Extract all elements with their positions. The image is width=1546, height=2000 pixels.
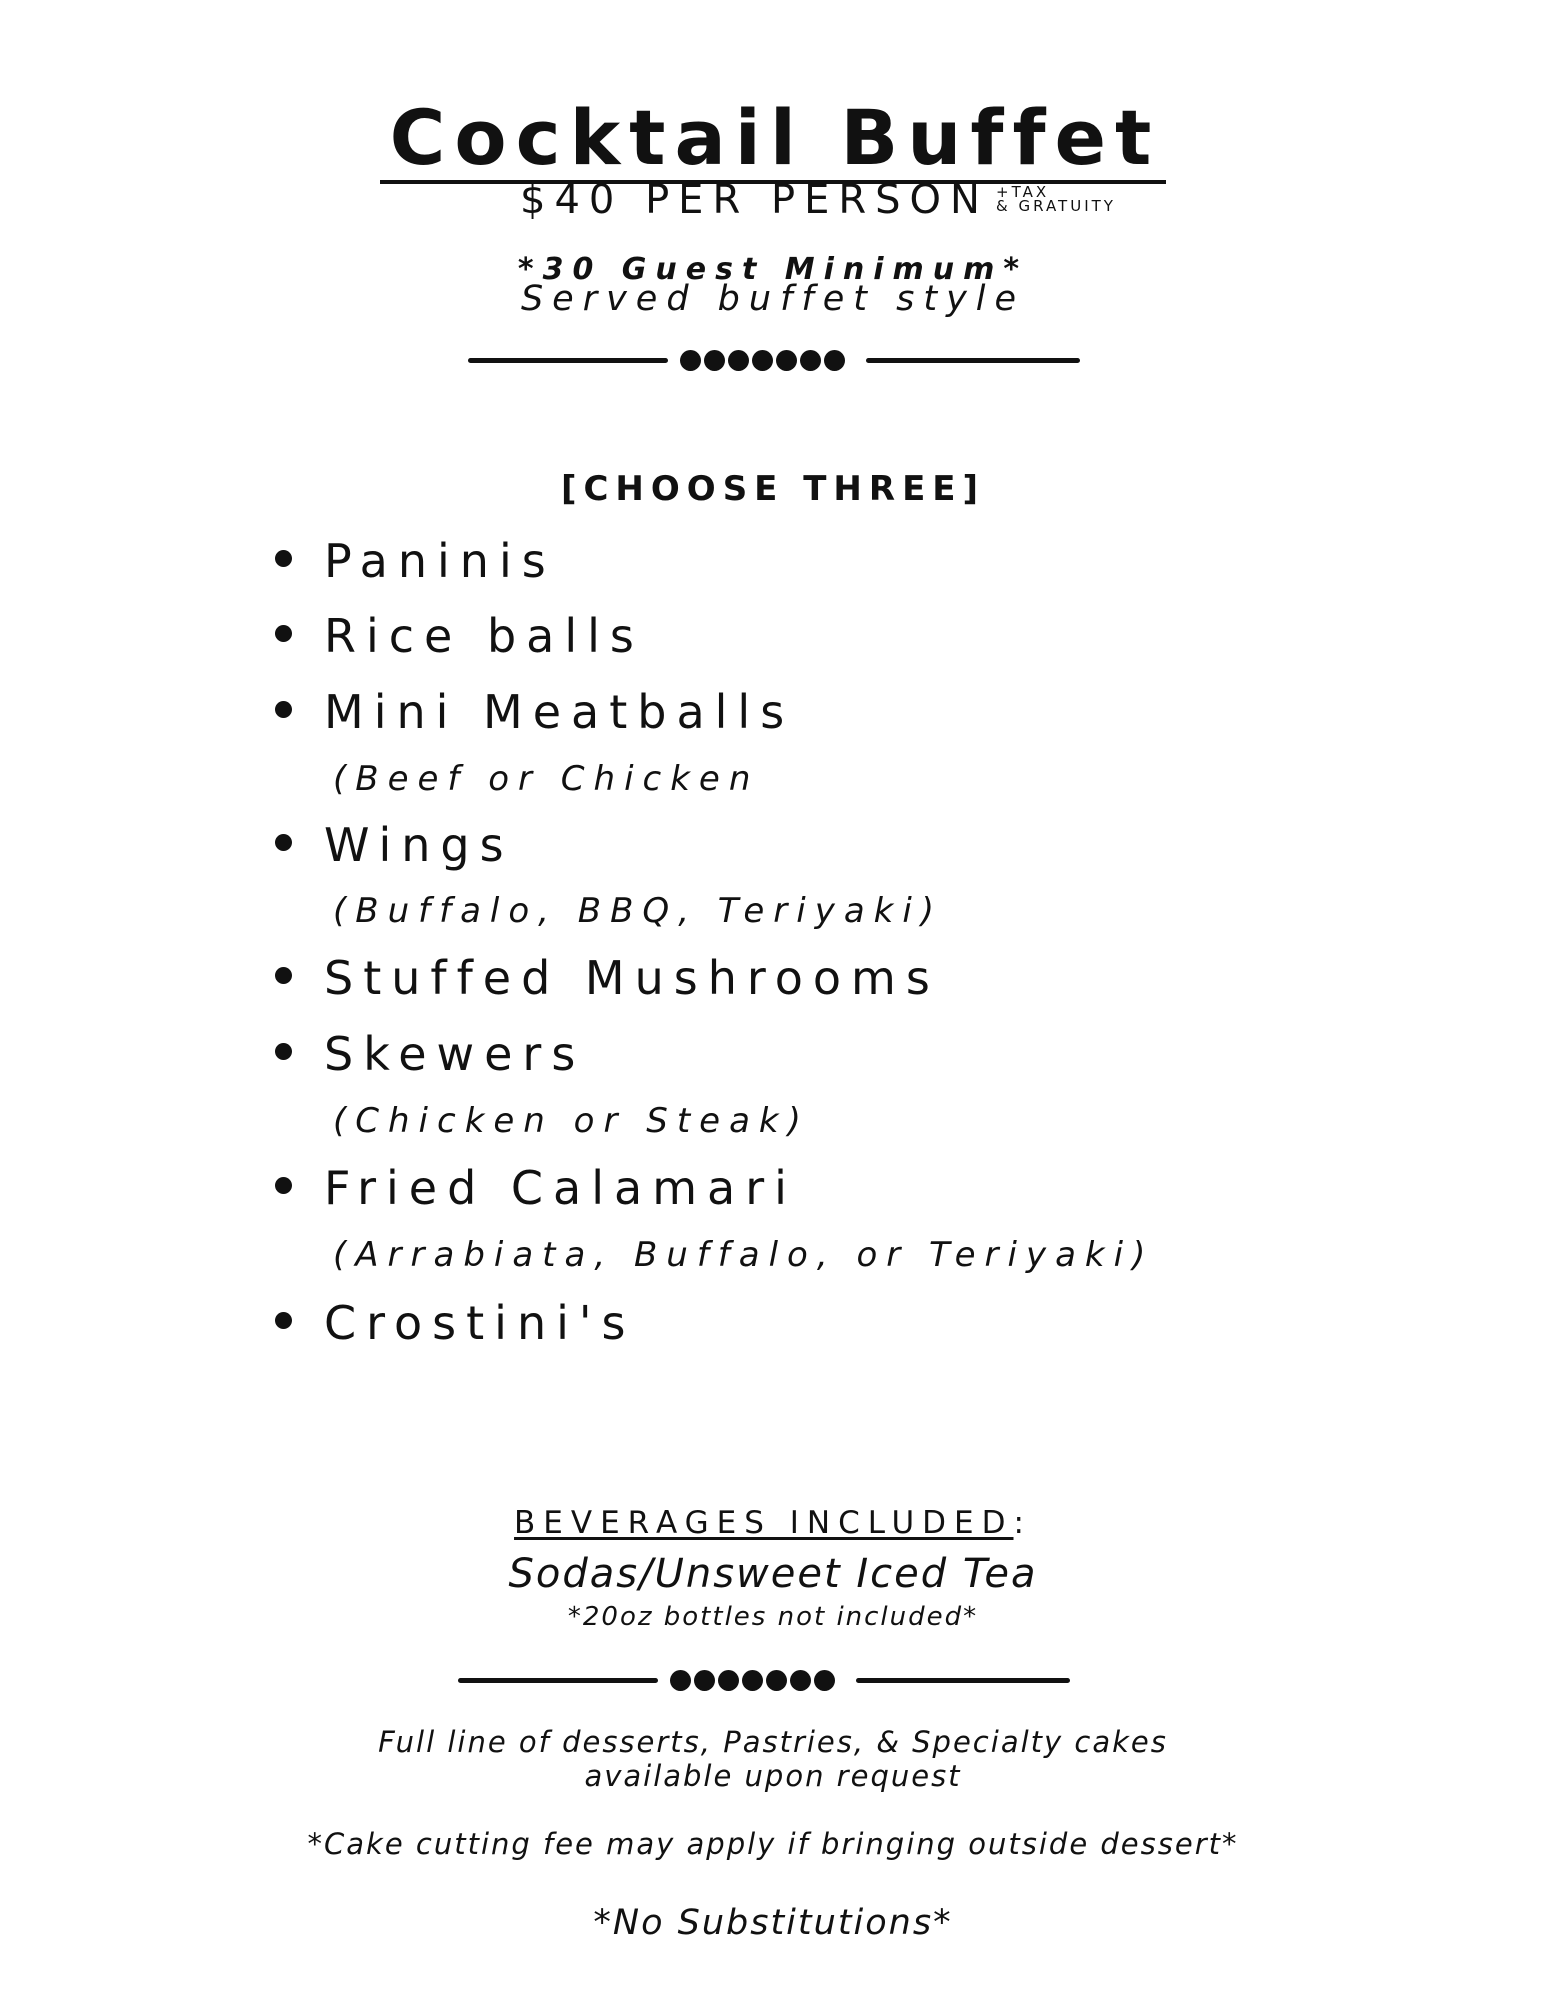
menu-item bbox=[275, 951, 940, 1005]
menu-item bbox=[275, 818, 514, 872]
menu-item-note: (Arrabiata, Buffalo, or Teriyaki) bbox=[333, 1235, 1155, 1275]
menu-item bbox=[275, 685, 795, 739]
menu-item-name: Fried Calamari bbox=[324, 1161, 797, 1215]
menu-item bbox=[275, 1161, 797, 1215]
beverages-heading-colon: : bbox=[1013, 1505, 1032, 1541]
desserts-availability: available upon request bbox=[584, 1759, 962, 1793]
desserts-line: Full line of desserts, Pastries, & Specialty cakes bbox=[378, 1725, 1168, 1759]
gratuity-line: & GRATUITY bbox=[996, 197, 1116, 215]
menu-item-note: (Chicken or Steak) bbox=[333, 1101, 810, 1141]
bullet-icon bbox=[275, 625, 292, 642]
beverages-heading bbox=[0, 1505, 1546, 1541]
service-style: Served buffet style bbox=[520, 279, 1026, 319]
menu-item-name: Crostini's bbox=[324, 1296, 636, 1350]
bottom-divider bbox=[458, 1665, 1078, 1695]
menu-item bbox=[275, 534, 556, 588]
menu-item bbox=[275, 1027, 586, 1081]
menu-item-name: Paninis bbox=[324, 534, 556, 588]
menu-item bbox=[275, 609, 644, 663]
menu-item-note: (Beef or Chicken bbox=[333, 759, 760, 799]
bullet-icon bbox=[275, 1043, 292, 1060]
menu-item-name: Skewers bbox=[324, 1027, 586, 1081]
menu-item-note: (Buffalo, BBQ, Teriyaki) bbox=[333, 891, 944, 931]
cake-cutting-fee: *Cake cutting fee may apply if bringing outside dessert* bbox=[307, 1827, 1239, 1861]
price-per-person: $40 PER PERSON bbox=[520, 177, 989, 223]
bullet-icon bbox=[275, 701, 292, 718]
menu-title: Cocktail Buffet bbox=[380, 100, 1167, 184]
price-row bbox=[520, 177, 1116, 223]
bullet-icon bbox=[275, 550, 292, 567]
tax-line: +TAX bbox=[996, 183, 1050, 201]
beverages-heading-text: BEVERAGES INCLUDED bbox=[514, 1505, 1014, 1541]
bullet-icon bbox=[275, 1312, 292, 1329]
top-divider bbox=[468, 345, 1088, 375]
menu-item-name: Wings bbox=[324, 818, 514, 872]
tax-gratuity-note bbox=[996, 185, 1116, 213]
choose-three-heading: [CHOOSE THREE] bbox=[560, 469, 986, 509]
menu-item-name: Mini Meatballs bbox=[324, 685, 795, 739]
beverages-included: Sodas/Unsweet Iced Tea bbox=[508, 1551, 1038, 1597]
menu-title-block bbox=[0, 93, 1546, 184]
menu-item-name: Stuffed Mushrooms bbox=[324, 951, 940, 1005]
bullet-icon bbox=[275, 1177, 292, 1194]
no-substitutions: *No Substitutions* bbox=[593, 1903, 953, 1943]
menu-item-name: Rice balls bbox=[324, 609, 644, 663]
menu-item bbox=[275, 1296, 636, 1350]
guest-minimum: *30 Guest Minimum* bbox=[517, 252, 1029, 287]
bullet-icon bbox=[275, 834, 292, 851]
bullet-icon bbox=[275, 967, 292, 984]
beverages-note: *20oz bottles not included* bbox=[567, 1602, 979, 1632]
